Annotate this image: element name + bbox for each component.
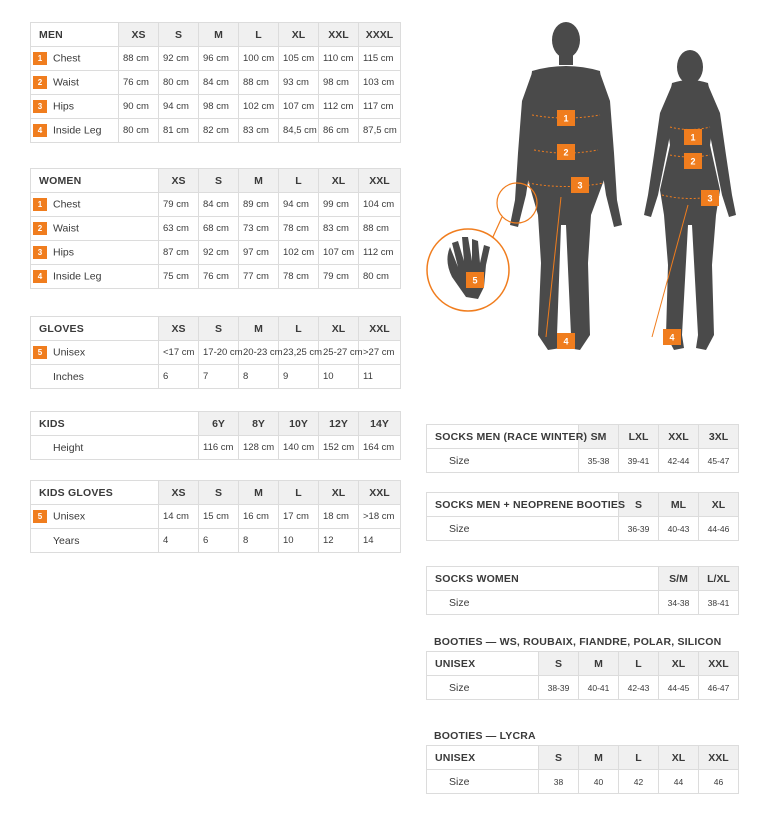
size-value: 84,5 cm <box>279 119 319 143</box>
size-header: S <box>539 652 579 676</box>
kids-size-table <box>30 411 401 460</box>
size-value: 10 <box>319 365 359 389</box>
header-row <box>31 23 401 47</box>
size-header: M <box>579 652 619 676</box>
table-row <box>427 517 739 541</box>
size-header: 8Y <box>239 412 279 436</box>
size-header: S <box>619 493 659 517</box>
size-header: XL <box>279 23 319 47</box>
size-value: 112 cm <box>359 241 401 265</box>
size-value: 97 cm <box>239 241 279 265</box>
size-value: 76 cm <box>119 71 159 95</box>
booties-ws-table <box>426 651 739 700</box>
row-label-cell <box>31 529 159 553</box>
size-value: 44-45 <box>659 676 699 700</box>
size-value: 78 cm <box>279 265 319 289</box>
table-title: WOMEN <box>31 169 159 193</box>
row-label-cell <box>427 676 539 700</box>
size-value: 12 <box>319 529 359 553</box>
table-row <box>31 365 401 389</box>
svg-text:4: 4 <box>563 336 569 347</box>
socks-men-neoprene-table <box>426 492 739 541</box>
size-value: 8 <box>239 529 279 553</box>
size-value: 128 cm <box>239 436 279 460</box>
size-value: 80 cm <box>359 265 401 289</box>
size-value: 112 cm <box>319 95 359 119</box>
table-row <box>31 341 401 365</box>
size-value: 42-44 <box>659 449 699 473</box>
table-row <box>31 505 401 529</box>
row-label-cell <box>31 47 119 71</box>
size-value: 73 cm <box>239 217 279 241</box>
row-label-cell <box>31 436 199 460</box>
row-label: Size <box>449 596 470 609</box>
size-header: S <box>199 169 239 193</box>
size-value: 152 cm <box>319 436 359 460</box>
size-value: 44-46 <box>699 517 739 541</box>
svg-text:2: 2 <box>690 156 696 167</box>
size-header: XXXL <box>359 23 401 47</box>
table-title: KIDS GLOVES <box>31 481 159 505</box>
size-value: 92 cm <box>159 47 199 71</box>
booties-ws-heading: BOOTIES — WS, ROUBAIX, FIANDRE, POLAR, SILICON <box>434 636 722 648</box>
size-value: 94 cm <box>159 95 199 119</box>
row-label-cell <box>31 265 159 289</box>
table-title: UNISEX <box>427 652 539 676</box>
measure-number-badge: 2 <box>33 76 47 89</box>
size-value: 94 cm <box>279 193 319 217</box>
size-value: 35-38 <box>579 449 619 473</box>
table-title: GLOVES <box>31 317 159 341</box>
header-row <box>427 425 739 449</box>
size-value: 105 cm <box>279 47 319 71</box>
size-value: 14 <box>359 529 401 553</box>
measure-number-badge: 4 <box>33 270 47 283</box>
size-header: L <box>239 23 279 47</box>
size-header: S <box>199 317 239 341</box>
size-header: S <box>539 746 579 770</box>
row-label-cell <box>31 217 159 241</box>
svg-text:3: 3 <box>577 180 583 191</box>
row-label: Chest <box>53 52 81 65</box>
size-header: M <box>199 23 239 47</box>
table-row <box>427 591 739 615</box>
size-value: 140 cm <box>279 436 319 460</box>
size-header: M <box>239 317 279 341</box>
size-header: 14Y <box>359 412 401 436</box>
man-marker-3 <box>571 177 589 193</box>
row-label: Unisex <box>53 510 86 523</box>
size-header: M <box>239 481 279 505</box>
size-header: 10Y <box>279 412 319 436</box>
size-header: XXL <box>699 746 739 770</box>
size-value: 87,5 cm <box>359 119 401 143</box>
table-row <box>427 676 739 700</box>
size-value: 25-27 cm <box>319 341 359 365</box>
size-value: 81 cm <box>159 119 199 143</box>
man-marker-1 <box>557 110 575 126</box>
size-value: <17 cm <box>159 341 199 365</box>
booties-lycra-table <box>426 745 739 794</box>
size-value: 46-47 <box>699 676 739 700</box>
table-row <box>31 265 401 289</box>
size-header: 12Y <box>319 412 359 436</box>
measure-number-badge: 3 <box>33 246 47 259</box>
row-label-cell <box>31 341 159 365</box>
size-header: L <box>279 317 319 341</box>
size-header: XXL <box>659 425 699 449</box>
size-value: 11 <box>359 365 401 389</box>
measure-number-badge: 5 <box>33 346 47 359</box>
size-value: 100 cm <box>239 47 279 71</box>
size-value: 44 <box>659 770 699 794</box>
row-label: Height <box>53 441 84 454</box>
size-value: 93 cm <box>279 71 319 95</box>
row-label: Waist <box>53 222 79 235</box>
row-label: Size <box>449 522 470 535</box>
man-marker-2 <box>557 144 575 160</box>
size-value: 17-20 cm <box>199 341 239 365</box>
size-value: 86 cm <box>319 119 359 143</box>
size-header: XS <box>159 169 199 193</box>
size-value: 14 cm <box>159 505 199 529</box>
table-row <box>427 770 739 794</box>
size-value: >18 cm <box>359 505 401 529</box>
size-value: 10 <box>279 529 319 553</box>
size-header: XXL <box>359 317 401 341</box>
socks-women-table <box>426 566 739 615</box>
size-value: 110 cm <box>319 47 359 71</box>
svg-text:1: 1 <box>563 113 569 124</box>
size-header: M <box>239 169 279 193</box>
row-label: Size <box>449 775 470 788</box>
woman-marker-1 <box>684 129 702 145</box>
size-value: 88 cm <box>239 71 279 95</box>
row-label: Hips <box>53 246 75 259</box>
size-header: XXL <box>359 481 401 505</box>
row-label: Size <box>449 454 470 467</box>
measure-number-badge: 3 <box>33 100 47 113</box>
size-value: 99 cm <box>319 193 359 217</box>
size-value: 7 <box>199 365 239 389</box>
size-value: 78 cm <box>279 217 319 241</box>
table-row <box>31 436 401 460</box>
size-value: 117 cm <box>359 95 401 119</box>
woman-marker-4 <box>663 329 681 345</box>
row-label-cell <box>427 770 539 794</box>
row-label: Waist <box>53 76 79 89</box>
woman-silhouette <box>644 50 736 350</box>
header-row <box>31 317 401 341</box>
size-value: 42-43 <box>619 676 659 700</box>
size-header: XS <box>119 23 159 47</box>
body-measurement-figures <box>420 15 760 360</box>
size-value: 83 cm <box>319 217 359 241</box>
table-row <box>31 71 401 95</box>
size-header: XL <box>319 481 359 505</box>
size-header: 3XL <box>699 425 739 449</box>
size-value: 18 cm <box>319 505 359 529</box>
row-label: Unisex <box>53 346 86 359</box>
row-label-cell <box>31 119 119 143</box>
row-label-cell <box>427 517 619 541</box>
size-value: 89 cm <box>239 193 279 217</box>
size-value: 79 cm <box>159 193 199 217</box>
size-value: 98 cm <box>199 95 239 119</box>
size-header: S <box>159 23 199 47</box>
table-row <box>31 529 401 553</box>
callout-connector <box>492 217 502 239</box>
size-value: 40 <box>579 770 619 794</box>
header-row <box>427 493 739 517</box>
row-label: Inches <box>53 370 84 383</box>
row-label: Hips <box>53 100 75 113</box>
size-value: 20-23 cm <box>239 341 279 365</box>
table-row <box>31 241 401 265</box>
header-row <box>427 652 739 676</box>
row-label-cell <box>31 71 119 95</box>
measure-number-badge: 4 <box>33 124 47 137</box>
size-value: 102 cm <box>239 95 279 119</box>
svg-text:3: 3 <box>707 193 713 204</box>
size-value: 77 cm <box>239 265 279 289</box>
row-label-cell <box>31 95 119 119</box>
size-value: 80 cm <box>119 119 159 143</box>
gloves-size-table <box>30 316 401 389</box>
size-value: 42 <box>619 770 659 794</box>
size-value: 87 cm <box>159 241 199 265</box>
header-row <box>31 412 401 436</box>
header-row <box>31 481 401 505</box>
table-row <box>31 217 401 241</box>
booties-lycra-heading: BOOTIES — LYCRA <box>434 730 536 742</box>
row-label-cell <box>31 505 159 529</box>
size-value: >27 cm <box>359 341 401 365</box>
table-row <box>427 449 739 473</box>
man-marker-4 <box>557 333 575 349</box>
size-value: 45-47 <box>699 449 739 473</box>
size-value: 115 cm <box>359 47 401 71</box>
size-value: 38 <box>539 770 579 794</box>
size-value: 40-43 <box>659 517 699 541</box>
size-value: 38-41 <box>699 591 739 615</box>
size-header: L <box>279 481 319 505</box>
size-value: 79 cm <box>319 265 359 289</box>
size-value: 84 cm <box>199 71 239 95</box>
size-value: 34-38 <box>659 591 699 615</box>
size-value: 76 cm <box>199 265 239 289</box>
size-value: 4 <box>159 529 199 553</box>
size-value: 90 cm <box>119 95 159 119</box>
size-header: XS <box>159 481 199 505</box>
size-value: 102 cm <box>279 241 319 265</box>
row-label: Inside Leg <box>53 124 102 137</box>
row-label-cell <box>31 193 159 217</box>
size-value: 8 <box>239 365 279 389</box>
size-header: M <box>579 746 619 770</box>
table-title: SOCKS WOMEN <box>427 567 659 591</box>
size-value: 116 cm <box>199 436 239 460</box>
header-row <box>31 169 401 193</box>
size-value: 84 cm <box>199 193 239 217</box>
woman-marker-3 <box>701 190 719 206</box>
row-label-cell <box>31 365 159 389</box>
table-title: KIDS <box>31 412 199 436</box>
size-header: SM <box>579 425 619 449</box>
size-value: 164 cm <box>359 436 401 460</box>
size-header: XL <box>659 746 699 770</box>
size-value: 80 cm <box>159 71 199 95</box>
size-header: XS <box>159 317 199 341</box>
size-value: 38-39 <box>539 676 579 700</box>
size-value: 107 cm <box>279 95 319 119</box>
row-label-cell <box>427 591 659 615</box>
size-header: L <box>619 652 659 676</box>
svg-text:2: 2 <box>563 147 569 158</box>
svg-text:1: 1 <box>690 132 696 143</box>
glove-marker-5 <box>466 272 484 288</box>
size-value: 23,25 cm <box>279 341 319 365</box>
size-header: XL <box>699 493 739 517</box>
row-label-cell <box>31 241 159 265</box>
size-value: 46 <box>699 770 739 794</box>
size-value: 104 cm <box>359 193 401 217</box>
size-value: 96 cm <box>199 47 239 71</box>
kids-gloves-size-table <box>30 480 401 553</box>
woman-marker-2 <box>684 153 702 169</box>
size-value: 15 cm <box>199 505 239 529</box>
size-value: 39-41 <box>619 449 659 473</box>
table-row <box>31 95 401 119</box>
size-header: XXL <box>359 169 401 193</box>
measure-number-badge: 2 <box>33 222 47 235</box>
table-row <box>31 193 401 217</box>
svg-text:4: 4 <box>669 332 675 343</box>
row-label: Inside Leg <box>53 270 102 283</box>
row-label-cell <box>427 449 579 473</box>
size-value: 83 cm <box>239 119 279 143</box>
women-size-table <box>30 168 401 289</box>
measure-number-badge: 1 <box>33 52 47 65</box>
size-header: 6Y <box>199 412 239 436</box>
measure-number-badge: 1 <box>33 198 47 211</box>
size-header: L <box>619 746 659 770</box>
size-header: S/M <box>659 567 699 591</box>
size-header: XL <box>659 652 699 676</box>
size-header: L <box>279 169 319 193</box>
size-header: L/XL <box>699 567 739 591</box>
size-header: ML <box>659 493 699 517</box>
table-title: MEN <box>31 23 119 47</box>
size-value: 63 cm <box>159 217 199 241</box>
table-title: UNISEX <box>427 746 539 770</box>
size-header: LXL <box>619 425 659 449</box>
size-value: 68 cm <box>199 217 239 241</box>
row-label: Size <box>449 681 470 694</box>
size-value: 92 cm <box>199 241 239 265</box>
size-value: 82 cm <box>199 119 239 143</box>
row-label: Chest <box>53 198 81 211</box>
table-row <box>31 119 401 143</box>
size-value: 40-41 <box>579 676 619 700</box>
size-value: 88 cm <box>119 47 159 71</box>
size-value: 103 cm <box>359 71 401 95</box>
size-value: 9 <box>279 365 319 389</box>
svg-text:5: 5 <box>472 275 478 286</box>
size-value: 17 cm <box>279 505 319 529</box>
size-value: 6 <box>199 529 239 553</box>
table-row <box>31 47 401 71</box>
size-header: XL <box>319 169 359 193</box>
size-value: 107 cm <box>319 241 359 265</box>
men-size-table <box>30 22 401 143</box>
size-value: 6 <box>159 365 199 389</box>
table-title: SOCKS MEN + NEOPRENE BOOTIES <box>427 493 619 517</box>
size-header: XXL <box>699 652 739 676</box>
table-title: SOCKS MEN (RACE WINTER) <box>427 425 579 449</box>
size-header: XL <box>319 317 359 341</box>
size-header: XXL <box>319 23 359 47</box>
size-value: 75 cm <box>159 265 199 289</box>
size-value: 98 cm <box>319 71 359 95</box>
size-header: S <box>199 481 239 505</box>
size-value: 16 cm <box>239 505 279 529</box>
row-label: Years <box>53 534 80 547</box>
socks-men-race-table <box>426 424 739 473</box>
size-value: 88 cm <box>359 217 401 241</box>
size-value: 36-39 <box>619 517 659 541</box>
measure-number-badge: 5 <box>33 510 47 523</box>
header-row <box>427 567 739 591</box>
header-row <box>427 746 739 770</box>
